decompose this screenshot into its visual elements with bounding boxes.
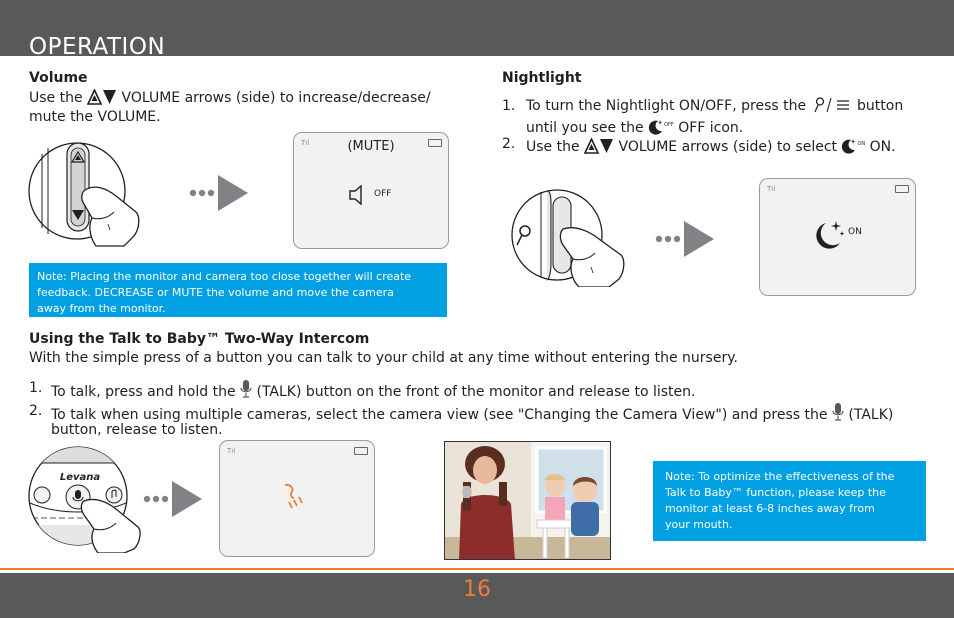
- nightlight-off-icon: [648, 119, 664, 135]
- talk-step-2b: (TALK): [848, 407, 894, 423]
- talk-note-line: Note: To optimize the effectiveness of the: [665, 470, 895, 483]
- volume-line-1a: Use the: [29, 90, 83, 106]
- nightlight-heading: Nightlight: [502, 70, 582, 86]
- nightlight-step-2: [526, 135, 896, 157]
- monitor-front-talk-illustration: [28, 443, 144, 553]
- signal-icon: Tıl: [301, 139, 310, 147]
- monitor-screen-nightlight-on: [759, 178, 916, 296]
- volume-line-1: [29, 89, 431, 108]
- page-number: 16: [463, 577, 491, 602]
- talk-note: [653, 461, 926, 541]
- arrow-right-icon: [188, 173, 250, 213]
- talk-note-line: Talk to Baby™ function, please keep the: [665, 486, 886, 499]
- signal-icon: Tıl: [227, 447, 236, 455]
- nightlight-step-1: [526, 97, 903, 116]
- talk-step-1a: To talk, press and hold the: [51, 384, 236, 400]
- talk-step-2a: To talk when using multiple cameras, select the camera view (see "Changing the Camera View") and press the: [51, 407, 828, 423]
- speaker-icon: [348, 185, 366, 205]
- signal-icon: Tıl: [767, 185, 776, 193]
- volume-note-line: feedback. DECREASE or MUTE the volume and move the camera: [37, 286, 394, 299]
- nightlight-step-2a: Use the: [526, 139, 580, 155]
- arrow-right-icon: [142, 479, 204, 519]
- screen-on-label: ON: [848, 227, 862, 237]
- talk-step-1b: (TALK) button on the front of the monitor and release to listen.: [256, 384, 696, 400]
- monitor-side-nightlight-illustration: [505, 187, 629, 287]
- talk-intro: With the simple press of a button you can talk to your child at any time without entering the nursery.: [29, 350, 738, 366]
- battery-icon: [895, 185, 909, 193]
- microphone-icon: [832, 402, 844, 422]
- monitor-screen-mute: [293, 132, 449, 249]
- volume-line-2: mute the VOLUME.: [29, 109, 161, 125]
- nightlight-step-1c: until you see the: [526, 120, 644, 136]
- nightlight-step-2b: VOLUME arrows (side) to select: [618, 139, 838, 155]
- talk-step-2-num: 2.: [29, 403, 43, 419]
- nightlight-step-2-num: 2.: [502, 136, 516, 152]
- screen-off-label: OFF: [374, 189, 392, 199]
- nightlight-step-1d: OFF icon.: [678, 120, 744, 136]
- nightlight-step-1b: button: [857, 98, 904, 114]
- nightlight-step-2c: ON.: [869, 139, 896, 155]
- page-title: OPERATION: [29, 34, 166, 60]
- talk-note-line: your mouth.: [665, 518, 733, 531]
- footer-divider: [0, 568, 954, 570]
- nightlight-moon-icon: [812, 219, 846, 251]
- talk-step-1-num: 1.: [29, 380, 43, 396]
- volume-note-line: Note: Placing the monitor and camera too close together will create: [37, 270, 412, 283]
- nightlight-on-icon: [841, 138, 857, 154]
- volume-note: [29, 263, 447, 317]
- nightlight-off-tiny-label: OFF: [664, 122, 674, 128]
- nightlight-step-1a: To turn the Nightlight ON/OFF, press the: [526, 98, 807, 114]
- talk-note-line: monitor at least 6-8 inches away from: [665, 502, 875, 515]
- battery-icon: [354, 447, 368, 455]
- nightlight-step-1-num: 1.: [502, 98, 516, 114]
- nightlight-on-tiny-label: ON: [857, 141, 866, 147]
- volume-line-1b: VOLUME arrows (side) to increase/decrease/: [121, 90, 431, 106]
- arrow-right-icon: [654, 219, 716, 259]
- volume-heading: Volume: [29, 70, 88, 86]
- screen-mute-label: (MUTE): [347, 139, 395, 154]
- nightlight-menu-button-icon: [811, 97, 853, 113]
- volume-arrows-icon: [584, 138, 614, 154]
- talk-step-2-cont: button, release to listen.: [51, 422, 223, 438]
- monitor-screen-talk: [219, 440, 375, 557]
- talk-active-icon: [282, 482, 306, 510]
- talk-heading: Using the Talk to Baby™ Two-Way Intercom: [29, 331, 370, 347]
- parent-child-photo: [444, 441, 611, 560]
- volume-arrows-icon: [87, 89, 117, 105]
- monitor-side-volume-illustration: [28, 134, 144, 248]
- volume-note-line: away from the monitor.: [37, 302, 166, 315]
- microphone-icon: [240, 379, 252, 399]
- talk-step-1: [51, 379, 695, 402]
- brand-logo: Levana: [59, 472, 101, 483]
